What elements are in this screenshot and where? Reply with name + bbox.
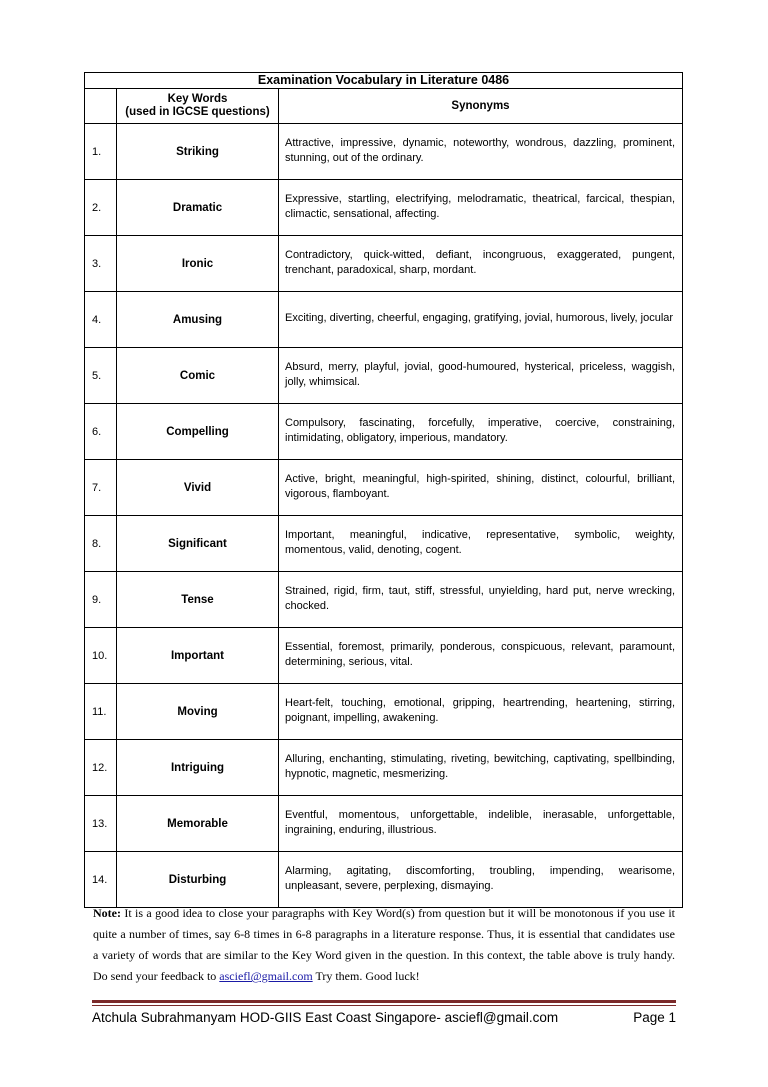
synonyms-cell: Eventful, momentous, unforgettable, indelible, inerasable, unforgettable, ingraining, enduring, illustrious. <box>279 796 683 852</box>
row-number: 6. <box>85 404 117 460</box>
synonyms-cell: Contradictory, quick-witted, defiant, incongruous, exaggerated, pungent, trenchant, paradoxical, sharp, mordant. <box>279 236 683 292</box>
table-row <box>85 516 683 572</box>
key-word: Striking <box>117 124 279 180</box>
header-key-words <box>117 89 279 124</box>
page-number: Page 1 <box>633 1010 676 1025</box>
synonyms-cell: Important, meaningful, indicative, representative, symbolic, weighty, momentous, valid, denoting, cogent. <box>279 516 683 572</box>
note-paragraph <box>93 903 675 987</box>
table-row <box>85 684 683 740</box>
header-key-words-line1: Key Words <box>167 93 228 105</box>
table-body <box>85 124 683 908</box>
synonyms-cell: Absurd, merry, playful, jovial, good-humoured, hysterical, priceless, waggish, jolly, whimsical. <box>279 348 683 404</box>
synonyms-cell: Alluring, enchanting, stimulating, riveting, bewitching, captivating, spellbinding, hypnotic, magnetic, mesmerizing. <box>279 740 683 796</box>
header-key-words-line2: (used in IGCSE questions) <box>125 106 270 118</box>
table-row <box>85 796 683 852</box>
footer-author: Atchula Subrahmanyam HOD-GIIS East Coast Singapore- asciefl@gmail.com <box>92 1010 559 1025</box>
key-word: Significant <box>117 516 279 572</box>
row-number: 1. <box>85 124 117 180</box>
vocabulary-table <box>84 72 683 908</box>
key-word: Disturbing <box>117 852 279 908</box>
note-label: Note: <box>93 906 121 920</box>
row-number: 12. <box>85 740 117 796</box>
key-word: Tense <box>117 572 279 628</box>
header-synonyms: Synonyms <box>279 89 683 124</box>
key-word: Dramatic <box>117 180 279 236</box>
footer-divider-thin <box>92 1005 676 1006</box>
synonyms-cell: Active, bright, meaningful, high-spirited, shining, distinct, colourful, brilliant, vigorous, flamboyant. <box>279 460 683 516</box>
synonyms-cell: Essential, foremost, primarily, ponderous, conspicuous, relevant, paramount, determining, serious, vital. <box>279 628 683 684</box>
footer-divider <box>92 1000 676 1003</box>
synonyms-cell: Alarming, agitating, discomforting, troubling, impending, wearisome, unpleasant, severe, perplexing, dismaying. <box>279 852 683 908</box>
key-word: Amusing <box>117 292 279 348</box>
table-row <box>85 460 683 516</box>
key-word: Important <box>117 628 279 684</box>
table-row <box>85 292 683 348</box>
page-footer <box>92 1010 676 1025</box>
table-row <box>85 124 683 180</box>
row-number: 4. <box>85 292 117 348</box>
synonyms-cell: Compulsory, fascinating, forcefully, imperative, coercive, constraining, intimidating, obligatory, imperious, mandatory. <box>279 404 683 460</box>
key-word: Vivid <box>117 460 279 516</box>
table-title: Examination Vocabulary in Literature 0486 <box>85 73 683 89</box>
row-number: 14. <box>85 852 117 908</box>
note-text: It is a good idea to close your paragraphs with Key Word(s) from question but it will be monotonous if you use it quite a number of times, say 6-8 times in 6-8 paragraphs in a literature response. Thus, it is essential that candidates use a variety of words that are similar to the Key Word given in the question. In this context, the table above is truly handy. Do send your feedback to <box>93 906 675 983</box>
synonyms-cell: Strained, rigid, firm, taut, stiff, stressful, unyielding, hard put, nerve wrecking, chocked. <box>279 572 683 628</box>
note-closing: Try them. Good luck! <box>312 969 420 983</box>
key-word: Ironic <box>117 236 279 292</box>
row-number: 8. <box>85 516 117 572</box>
synonyms-cell: Heart-felt, touching, emotional, gripping, heartrending, heartening, stirring, poignant, impelling, awakening. <box>279 684 683 740</box>
row-number: 9. <box>85 572 117 628</box>
key-word: Intriguing <box>117 740 279 796</box>
table-row <box>85 628 683 684</box>
table-row <box>85 572 683 628</box>
table-row <box>85 740 683 796</box>
feedback-email-link[interactable]: asciefl@gmail.com <box>219 969 313 983</box>
row-number: 7. <box>85 460 117 516</box>
key-word: Moving <box>117 684 279 740</box>
key-word: Memorable <box>117 796 279 852</box>
table-row <box>85 348 683 404</box>
row-number: 5. <box>85 348 117 404</box>
table-row <box>85 180 683 236</box>
synonyms-cell: Expressive, startling, electrifying, melodramatic, theatrical, farcical, thespian, climactic, sensational, affecting. <box>279 180 683 236</box>
row-number: 3. <box>85 236 117 292</box>
row-number: 10. <box>85 628 117 684</box>
table-row <box>85 852 683 908</box>
key-word: Compelling <box>117 404 279 460</box>
table-row <box>85 236 683 292</box>
key-word: Comic <box>117 348 279 404</box>
row-number: 2. <box>85 180 117 236</box>
table-row <box>85 404 683 460</box>
row-number: 11. <box>85 684 117 740</box>
synonyms-cell: Exciting, diverting, cheerful, engaging, gratifying, jovial, humorous, lively, jocular <box>279 292 683 348</box>
synonyms-cell: Attractive, impressive, dynamic, noteworthy, wondrous, dazzling, prominent, stunning, out of the ordinary. <box>279 124 683 180</box>
header-number-cell <box>85 89 117 124</box>
row-number: 13. <box>85 796 117 852</box>
